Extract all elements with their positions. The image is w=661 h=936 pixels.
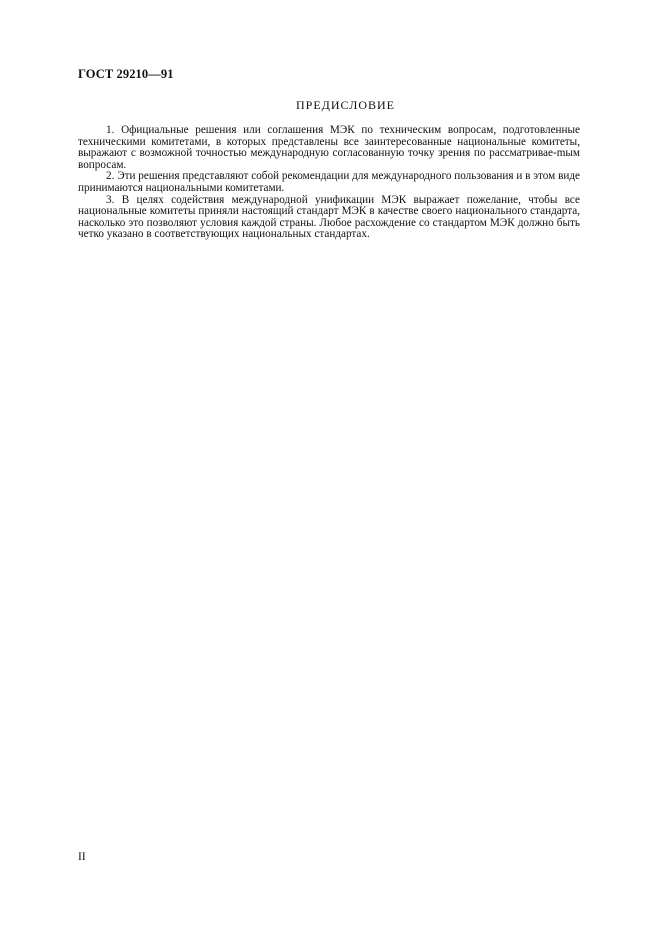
foreword-body bbox=[78, 125, 580, 241]
page-number: II bbox=[78, 851, 86, 863]
document-code: ГОСТ 29210—91 bbox=[78, 67, 174, 81]
paragraph-2: 2. Эти решения представляют собой рекомендации для международного пользования и в этом виде принимаются национальными комитетами. bbox=[78, 170, 580, 194]
paragraph-3: 3. В целях содействия международной унификации МЭК выражает пожелание, чтобы все национальные комитеты приняли настоящий стандарт МЭК в качестве своего национального стандарта, насколько это позволяют условия каждой страны. Любое расхождение со стандартом МЭК должно быть четко указано в соответствующих национальных стандартах. bbox=[78, 193, 580, 241]
paragraph-1: 1. Официальные решения или соглашения МЭК по техническим вопросам, подготовленные техническими комитетами, в которых представлены все заинтересованные национальные комитеты, выражают с возможной точностью международную согласованную точку зрения по рассматривае-mым вопросам. bbox=[78, 124, 580, 171]
section-title: ПРЕДИСЛОВИЕ bbox=[295, 98, 396, 112]
